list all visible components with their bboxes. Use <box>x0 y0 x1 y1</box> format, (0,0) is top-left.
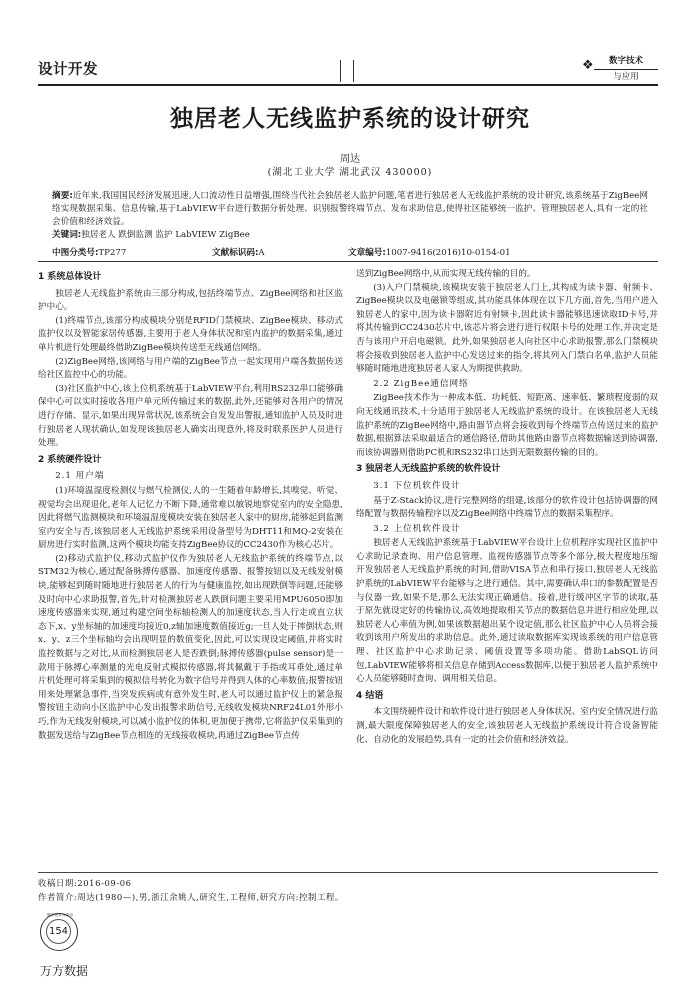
footnotes <box>38 876 658 904</box>
paragraph: (3)社区监护中心,该上位机系统基于LabVIEW平台,利用RS232串口能够确保中心可以实时接收各用户单元所传输过来的数据,此外,还能够对各用户的情况进行存储、显示,如果出现异常状况,该系统会自发发出警报,通知监护人员及时进行独居老人现状确认,如发现该独居老人确实出现意外,将及时联系医护人员进行处理。 <box>38 383 343 449</box>
paragraph: 独居老人无线监护系统基于LabVIEW平台设计上位机程序实现社区监护中心求助记录查询、用户信息管理、监视传感器节点等多个部分,极大程度地压缩开发独居老人无线监护系统的时间,借助VISA节点和串行接口,独居老人无线监护系统的LabVIEW平台能够与之进行通信。其中,需要确认串口的参数配置是否与仪器一致,如果不是,那么无法实现正确通信。接着,进行缓冲区字节的读取,基于原先就设定好的传输协议,高效地提取相关节点的数据信息并进行相应处理,以独居老人心率值为例,如果该数据超出某个设定值,那么社区监护中心人员将会接收到该用户所发出的求助信息。此外,通过读取数据库实现该系统的用户信息管理、社区监护中心求助记录、阈值设置等多项功能。借助LabSQL访问包,LabVIEW能够将相关信息存储到Access数据库,以便于独居老人监护系统中心人员能够随时查询、调用相关信息。 <box>356 538 658 685</box>
abstract-label: 摘要: <box>52 191 73 201</box>
doc-code-field <box>212 246 265 258</box>
section-label: 设计开发 <box>38 62 98 78</box>
doc-code-label: 文献标识码: <box>212 248 259 258</box>
article-number-field <box>348 246 511 258</box>
right-column <box>356 268 658 747</box>
abstract-text: 近年来,我国国民经济发展迅速,人口流动性日益增强,围绕当代社会独居老人监护问题,笔者进行独居老人无线监护系统的设计研究,该系统基于ZigBee网络实现数据采集、信息传输,基于LabVIEW平台进行数据分析处理、识别报警终端节点、发布求助信息,使得社区能够统一监护、管理独居老人,具有一定的社会价值和经济效益。 <box>52 191 649 227</box>
subsection-2-2-heading: 2.2 ZigBee通信网络 <box>373 378 469 389</box>
paragraph: (2)移动式监护仪,移动式监护仪作为独居老人无线监护系统的终端节点,以STM32为核心,通过配备脉搏传感器、加速度传感器、报警按钮以及无线发射模块,能够起到随时随地进行独居老人的行为与健康监控,如出现跌倒等问题,还能够及时向中心求助报警,首先,针对检测独居老人跌倒问题主要采用MPU6050即加速度传感器来实现,通过构建空间坐标轴检测人的加速度状态,当人行走或直立状态下,x、y坐标轴的加速度均接近0,z轴加速度数值接近g;一旦人处于摔倒状态,则x、y、z三个坐标轴均会出现明显的数值变化,因此,可以实现设定阈值,并将实时监控数据与之对比,从而检测独居老人是否跌倒;脉搏传感器(pulse sensor)是一款用于脉搏心率测量的光电反射式模拟传感器,将其佩戴于手指或耳垂处,通过单片机处理可将采集到的模拟信号转化为数字信号并得到人体的心率数值;报警按钮用来处理紧急事件,当突发疾病或有意外发生时,老人可以通过监护仪上的紧急报警按钮主动向小区监护中心发出报警求助信号,无线收发模块NRF24L01外形小巧,作为无线发射模块,可以减小监护仪的体积,更加便于携带,它将监护仪采集到的数据发送给与ZigBee节点相连的无线接收模块,再通过ZigBee节点传 <box>38 553 343 741</box>
article-number-value: 1007-9416(2016)10-0154-01 <box>385 248 511 258</box>
paragraph: (1)终端节点,该部分构成模块分别是RFID门禁模块、ZigBee模块、移动式监护仪以及智能家居传感器,主要用于老人身体状况和室内监护的数据采集,通过单片机进行处理最终借助ZigBee模块传送至无线通信网络。 <box>38 315 343 353</box>
clc-field <box>52 246 126 258</box>
paragraph: (2)ZigBee网络,该网络与用户端的ZigBee节点一起实现用户端各数据传送给社区监控中心的功能。 <box>38 356 343 381</box>
article-number-label: 文章编号: <box>348 248 386 258</box>
badge-ring-text: 数字技术与应用 <box>47 913 73 917</box>
keywords-line <box>52 229 648 242</box>
section-4-heading: 4 结语 <box>356 690 384 701</box>
watermark: 万方数据 <box>40 964 89 978</box>
abstract-block <box>52 190 648 242</box>
page-number: 154 <box>46 919 71 944</box>
subsection-3-2-heading: 3.2 上位机软件设计 <box>373 523 461 534</box>
author-bio: 作者简介:周达(1980—),男,浙江余姚人,研究生,工程师,研究方向:控制工程。 <box>38 892 344 902</box>
paragraph: ZigBee技术作为一种成本低、功耗低、短距离、速率低、繁琐程度弱的双向无线通讯技术,十分适用于独居老人无线监护系统的设计。在该独居老人无线监护系统的ZigBee网络中,路由器节点将会接收到每个终端节点传送过来的监护数据,根据算法采取最适合的通信路径,借助其他路由器节点将数据输送到协调器,而该协调器则借助PC机和RS232串口达到无限数据传输的目的。 <box>356 393 658 458</box>
page-number-badge <box>40 913 78 951</box>
subsection-3-1-heading: 3.1 下位机软件设计 <box>373 480 461 491</box>
journal-logo-line2: 与应用 <box>594 69 658 83</box>
paragraph: 本文围绕硬件设计和软件设计进行独居老人身体状况、室内安全情况进行监测,最大限度保障独居老人的安全,该独居老人无线监护系统设计符合设备智能化、自动化的发展趋势,具有一定的社会价值和经济效益。 <box>356 707 658 745</box>
journal-logo-line1: 数字技术 <box>608 56 643 66</box>
keywords-text: 独居老人 跌倒监测 监护 LabVIEW ZigBee <box>81 230 250 240</box>
header-divider-bars <box>340 60 354 82</box>
article-affiliation: (湖北工业大学 湖北武汉 430000) <box>267 167 433 178</box>
section-1-heading: 1 系统总体设计 <box>38 272 102 282</box>
keywords-label: 关键词: <box>52 230 82 240</box>
article-title: 独居老人无线监护系统的设计研究 <box>170 106 530 132</box>
paragraph: (3)入户门禁模块,该模块安装于独居老人门上,其构成为读卡器、射频卡、ZigBee模块以及电磁锁等组成,其功能具体体现在以下几方面,首先,当用户进入独居老人的家中,因为读卡器附近有射频卡,因此读卡器能够迅速读取ID卡号,并将其传输到CC2430芯片中,该芯片将会进行进行权限卡号的处理工作,并决定是否与该用户开启电磁锁。此外,如果独居老人向社区中心求助报警,那么门禁模块将会接收到独居老人监护中心发送过来的指令,将其列入门禁白名单,监护人员能够随时随地进度独居老人家人为期提供救助。 <box>356 282 658 375</box>
paragraph: 基于Z-Stack协议,进行完整网络的组建,该部分的软件设计包括协调器的网络配置与数据传输程序以及ZigBee网络中终端节点的数据采集程序。 <box>356 495 658 520</box>
section-3-heading: 3 独居老人无线监护系统的软件设计 <box>356 464 501 475</box>
abstract-separator <box>38 261 658 262</box>
section-2-heading: 2 系统硬件设计 <box>38 454 102 465</box>
paragraph: 独居老人无线监护系统由三部分构成,包括终端节点、ZigBee网络和社区监护中心。 <box>38 288 343 313</box>
header-rule <box>38 84 658 86</box>
abstract-paragraph <box>52 190 648 229</box>
clc-label: 中图分类号: <box>52 248 99 258</box>
clc-value: TP277 <box>98 248 127 258</box>
left-column <box>38 268 343 743</box>
paragraph-continuation: 送到ZigBee网络中,从而实现无线传输的目的。 <box>356 269 536 279</box>
received-date: 收稿日期:2016-09-06 <box>38 878 132 888</box>
subsection-2-1-heading: 2.1 用户端 <box>55 471 105 482</box>
footnote-rule <box>38 872 658 873</box>
journal-emblem-icon: ❖ <box>582 58 594 73</box>
article-author: 周达 <box>340 154 360 165</box>
paragraph: (1)环境温湿度检测仪与燃气检测仪,人的一生随着年龄增长,其嗅觉、听觉、视觉均会出现退化,老年人记忆力不断下降,通常难以敏锐地察觉室内的安全隐患,因此将燃气监测模块和环境温湿度模块安装在独居老人家中的厨房,能够起到监测室内安全与否,该独居老人无线监护系统采用设备型号为DHT11和MQ-2安装在厨房进行实时监测,这两个模块均能支持ZigBee协议的CC2430作为核心芯片。 <box>38 485 343 551</box>
doc-code-value: A <box>258 248 265 258</box>
journal-logo <box>582 55 658 85</box>
